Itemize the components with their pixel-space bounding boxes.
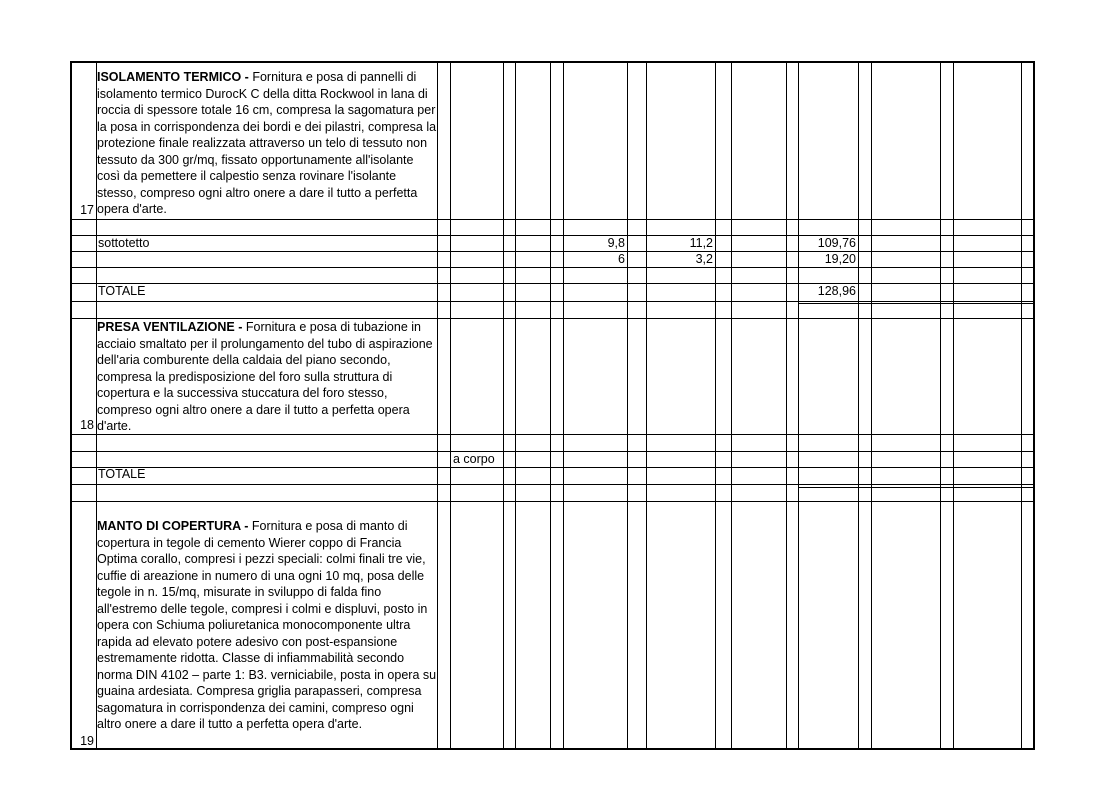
item-19-number: 19 (80, 734, 94, 748)
grid-line (70, 467, 1035, 468)
item-17-text: Fornitura e posa di pannelli di isolamento termico DurocK C della ditta Rockwool in lana di roccia di spessore totale 16 cm, compresa la sagomatura per la posa in corrispondenza dei bordi e dei pilastri, compresa la protezione finale realizzata attraverso un telo di tessuto non tessuto da 300 gr/mq, fissato opportunamente all'isolante così da pemettere il calpestio senza rovinare l'isolante stesso, compreso ogni altro onere a dare il tutto a perfetta opera d'arte. (97, 70, 437, 216)
item-17-row-dim-b: 11,2 (689, 236, 713, 250)
item-18-text: Fornitura e posa di tubazione in acciaio smaltato per il prolungamento del tubo di aspirazione dell'aria comburente della caldaia del piano secondo, compresa la predisposizione del foro sulla struttura di copertura e la successiva stuccatura del foro stesso, compreso ogni altro onere a dare il tutto a perfetta opera d'arte. (97, 320, 433, 433)
grid-line (940, 61, 941, 750)
item-18-number: 18 (80, 418, 94, 432)
item-17-number: 17 (80, 203, 94, 217)
item-19-title: MANTO DI COPERTURA - (97, 519, 249, 533)
item-17-description (97, 69, 437, 218)
grid-line (70, 251, 1035, 252)
grid-line (70, 484, 1035, 485)
grid-line (437, 61, 438, 750)
grid-line (786, 61, 787, 750)
grid-line (798, 303, 1035, 304)
item-19-text: Fornitura e posa di manto di copertura in tegole di cemento Wierer coppo di Francia Optima corallo, compresi i pezzi speciali: colmi finali tre vie, cuffie di areazione in numero di una ogni 10 mq, posa delle tegole in n. 15/mq, misurate in sviluppo di falda fino all'estremo delle tegole, compresi i colmi e displuvi, posto in opera con Schiuma poliuretanica monocomponente ultra rapida ad elevato potere adesivo con post-espansione estremamente ridotta. Classe di infiammabilità secondo norma DIN 4102 – parte 1: B3. verniciabile, posta in opera su guaina ardesiata. Compresa griglia parapasseri, compresa sagomatura in corrispondenza dei camini, compreso ogni altro onere a dare il tutto a perfetta opera d'arte. (97, 519, 437, 731)
grid-line (70, 235, 1035, 236)
grid-line (563, 61, 564, 750)
item-17-row-dim-a: 9,8 (607, 236, 625, 250)
grid-line (1021, 61, 1022, 750)
item-19-description (97, 518, 437, 733)
grid-line (1033, 61, 1035, 750)
grid-line (515, 61, 516, 750)
grid-line (70, 451, 1035, 452)
grid-line (627, 61, 628, 750)
grid-line (70, 501, 1035, 502)
item-17-row-amount: 19,20 (824, 252, 856, 266)
grid-line (450, 61, 451, 750)
item-18-title: PRESA VENTILAZIONE - (97, 320, 243, 334)
item-18-total-label: TOTALE (98, 467, 146, 481)
grid-line (798, 487, 1035, 488)
grid-line (70, 61, 1035, 63)
grid-line (70, 283, 1035, 284)
grid-line (70, 267, 1035, 268)
grid-line (715, 61, 716, 750)
grid-line (871, 61, 872, 750)
item-18-unit: a corpo (453, 452, 495, 466)
item-17-row-dim-a: 6 (618, 252, 625, 266)
grid-line (953, 61, 954, 750)
item-17-row-amount: 109,76 (817, 236, 856, 250)
grid-line (70, 301, 1035, 302)
grid-line (70, 61, 72, 750)
grid-line (503, 61, 504, 750)
item-17-total-amount: 128,96 (817, 284, 856, 298)
grid-line (550, 61, 551, 750)
item-18-description (97, 319, 437, 435)
grid-line (70, 748, 1035, 750)
grid-line (798, 61, 799, 750)
item-17-row-label: sottotetto (98, 236, 150, 250)
item-17-row-dim-b: 3,2 (695, 252, 713, 266)
grid-line (646, 61, 647, 750)
grid-line (731, 61, 732, 750)
grid-line (858, 61, 859, 750)
item-17-title: ISOLAMENTO TERMICO - (97, 70, 249, 84)
grid-line (70, 219, 1035, 220)
item-17-total-label: TOTALE (98, 284, 146, 298)
